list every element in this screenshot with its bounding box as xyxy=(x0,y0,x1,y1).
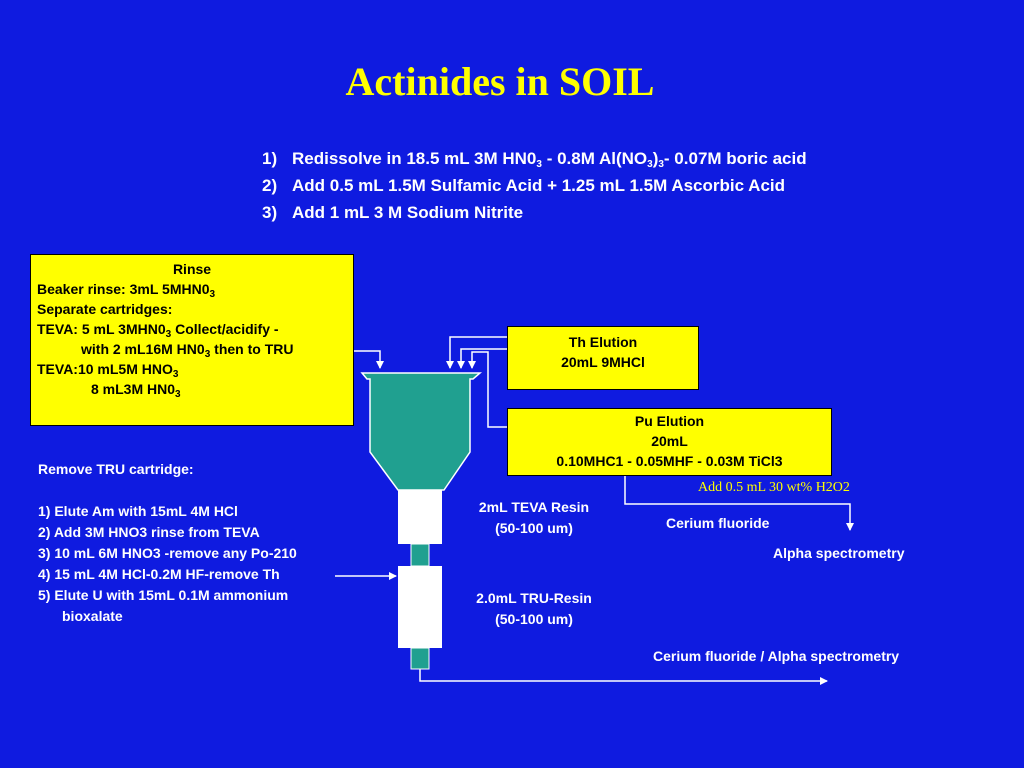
rinse-arrow xyxy=(354,351,380,368)
teva-line-3: TEVA:10 mL5M $HNO_3$ xyxy=(37,361,179,380)
separate-cartridges-line: Separate cartridges: xyxy=(37,301,173,317)
h2o2-note: Add 0.5 mL 30 wt% H2O2 xyxy=(698,480,850,495)
tru-note-item: bioxalate xyxy=(62,608,123,624)
th-elution-box: Th Elution 20mL 9MHCl xyxy=(507,326,699,390)
teva-line-1: TEVA: 5 mL $3MHN0_3$ Collect/acidify - xyxy=(37,321,279,340)
tru-cartridge xyxy=(398,566,442,648)
cerium-fluoride-label: Cerium fluoride xyxy=(666,515,770,531)
tru-note-item: 4) 15 mL 4M HCl-0.2M HF-remove Th xyxy=(38,566,280,582)
pu-elution-arrow xyxy=(472,352,507,427)
pu-elution-box: Pu Elution 20mL 0.10MHC1 - 0.05MHF - 0.03M TiCl3 xyxy=(507,408,832,476)
teva-line-4: 8 mL3M $HN0_3$ xyxy=(91,381,181,400)
tru-note-item: 5) Elute U with 15mL 0.1M ammonium xyxy=(38,587,289,603)
tru-resin-label: 2.0mL TRU-Resin (50-100 um) xyxy=(476,590,592,627)
alpha-spectrometry-label: Alpha spectrometry xyxy=(773,545,905,561)
tru-note-item: 1) Elute Am with 15mL 4M HCl xyxy=(38,503,238,519)
outlet-arrow xyxy=(420,669,827,681)
outlet-tube xyxy=(411,648,429,669)
cerium-alpha-label: Cerium fluoride / Alpha spectrometry xyxy=(653,648,900,664)
rinse-heading: Rinse xyxy=(172,261,212,277)
teva-cartridge xyxy=(398,490,442,544)
separation-column xyxy=(362,373,480,669)
tru-notes-heading: Remove TRU cartridge: xyxy=(38,461,194,477)
funnel xyxy=(362,373,480,490)
pu-to-cerium-arrow xyxy=(625,476,850,530)
step-1: 1) Redissolve in 18.5 mL 3M $HN0_3 - 0.8M$ $Al(NO_3)_3-$ 0.07M boric acid xyxy=(262,149,807,170)
page-title: Actinides in SOIL xyxy=(345,59,655,104)
beaker-rinse-line: Beaker rinse: 3mL $5MHN0_3$ xyxy=(37,281,216,300)
tru-note-item: 2) Add 3M HNO3 rinse from TEVA xyxy=(38,524,260,540)
step-3: 3) Add 1 mL 3 M Sodium Nitrite xyxy=(262,203,524,222)
step-2: 2) Add 0.5 mL 1.5M Sulfamic Acid + 1.25 mL 1.5M Ascorbic Acid xyxy=(262,176,786,195)
connector-tube xyxy=(411,544,429,566)
teva-line-2: with 2 mL16M $HN0_3$ then to TRU xyxy=(81,341,294,360)
tru-note-item: 3) 10 mL 6M HNO3 -remove any Po-210 xyxy=(38,545,297,561)
teva-resin-label: 2mL TEVA Resin (50-100 um) xyxy=(478,499,590,536)
